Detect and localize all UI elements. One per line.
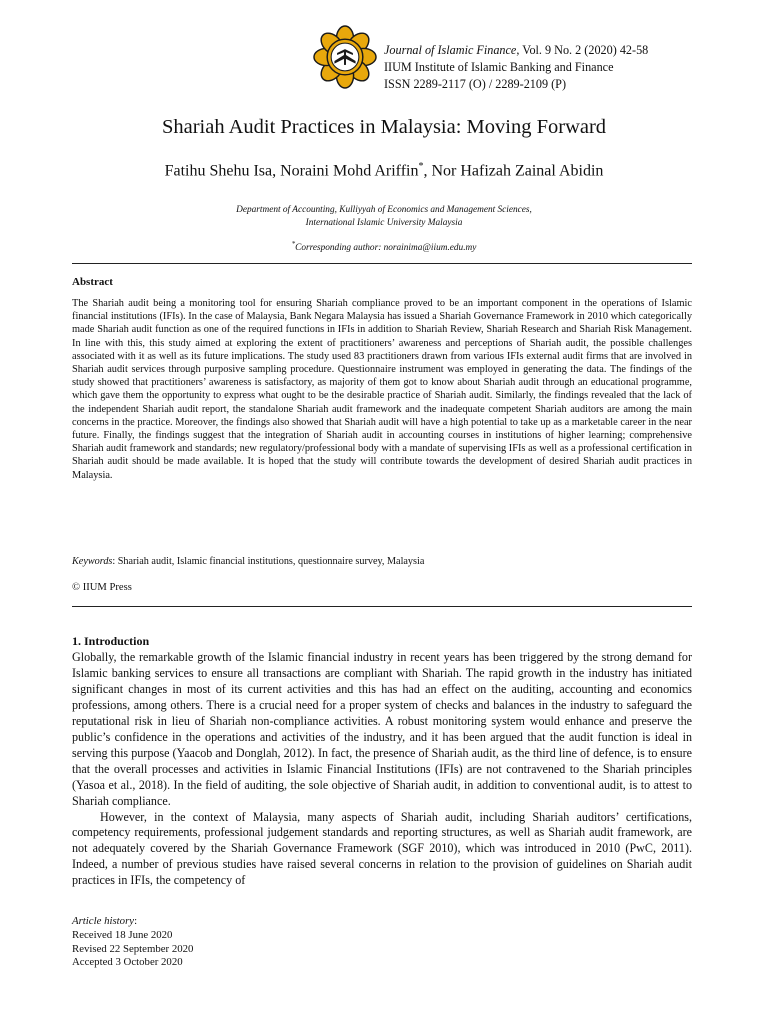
keywords — [72, 556, 692, 567]
section-heading-introduction: 1. Introduction — [72, 634, 150, 648]
divider-top — [72, 263, 692, 264]
abstract-text: The Shariah audit being a monitoring tool for ensuring Shariah compliance proved to be an important component in the operations of Islamic financial institutions (IFIs). In the case of Malaysia, Bank Negara Malaysia has issued a Shariah Governance Framework in 2010 which categorically made Shariah audit function as one of the required functions in IFIs in addition to Shariah Review, Shariah Research and Shariah Risk Management. In line with this, this study aimed at exploring the extent of practitioners’ awareness and perceptions of Shariah audit, the possible challenges associated with it as well as its future implications. The study used 83 practitioners drawn from various IFIs external audit firms that are involved in Shariah audit services through purposive sampling procedure. Questionnaire instrument was employed in generating the data. The findings of the study showed that practitioners’ awareness is satisfactory, as majority of them got to know about Shariah audit through an educational programme, which gave them the opportunity to express what ought to be the desirable practice of Shariah audit. Similarly, the findings revealed that the lack of the independent Shariah audit report, the standalone Shariah audit framework and the inadequate competent Shariah auditors are among the main concerns in the practice. Moreover, the findings also showed that Shariah audit will have a high potential to take up as a marketable career in the near future. Finally, the findings suggest that the integration of Shariah audit in accounting courses in institutions of higher learning; comprehensive Shariah audit framework and standards; new regulatory/professional body with a mandate of supervising IFIs as well as a professional certification in Shariah audit should be made available. It is hoped that the study will contribute towards the development of desired Shariah audit practices in Malaysia. — [72, 298, 692, 481]
journal-info — [384, 42, 648, 93]
history-received: Received 18 June 2020 — [72, 928, 173, 941]
iium-emblem-icon — [312, 24, 378, 90]
corresponding-author-text: Corresponding author: norainima@iium.edu.my — [295, 243, 477, 254]
journal-citation — [384, 42, 648, 59]
article-history-label: Article history — [72, 915, 135, 927]
journal-name: Journal of Islamic Finance — [384, 43, 517, 57]
copyright-notice: © IIUM Press — [72, 582, 132, 593]
introduction-paragraph-2: However, in the context of Malaysia, many aspects of Shariah audit, including Shariah auditors’ certifications, competency requirements, professional judgement standards and reporting structures, as well as Shariah audit framework, are not adequately covered by the Shariah Governance Framework (SGF 2010), which was introduced in 2010 (PwC, 2011). Indeed, a number of previous studies have raised several concerns in relation to the provision of guidelines on Shariah audit practices in IFIs, the competency of — [72, 809, 692, 888]
abstract-heading: Abstract — [72, 276, 113, 288]
article-history — [72, 915, 193, 970]
introduction-body — [72, 650, 692, 889]
corresponding-mark: * — [418, 161, 424, 172]
authors-first: Fatihu Shehu Isa, Noraini Mohd Ariffin — [164, 162, 419, 180]
article-history-heading — [72, 915, 193, 929]
introduction-paragraph-1: Globally, the remarkable growth of the Islamic financial industry in recent years has been triggered by the strong demand for Islamic banking services to ensure all transactions are compliant with Shariah. The rapid growth in the industry has initiated significant changes in most of its current activities and this has had an effect on the auditing, accounting and economics professions, among others. There is a crucial need for a proper system of checks and balances in the industry to safeguard the reputational risk in lieu of Shariah non-compliance activities. A robust monitoring system would enhance and preserve the public’s confidence in the operations and activities of the industry, and it has been argued that the audit function is ideal in serving this purpose (Yaacob and Donglah, 2012). In fact, the presence of Shariah audit, as the third line of defence, is to ensure that the overall processes and activities in Islamic Financial Institutions (IFIs) are not contravened to the Shariah principles (Yasoa et al., 2018). In the field of auditing, the sole objective of Shariah audit, in addition to conventional audit, is to attest to Shariah compliance. — [72, 650, 692, 808]
affiliation — [0, 204, 768, 229]
affiliation-line-1: Department of Accounting, Kulliyyah of Economics and Management Sciences, — [236, 205, 532, 215]
journal-volume: , Vol. 9 No. 2 (2020) 42-58 — [516, 43, 649, 57]
divider-bottom — [72, 606, 692, 607]
corresponding-author — [0, 240, 768, 253]
keywords-list: : Shariah audit, Islamic financial institutions, questionnaire survey, Malaysia — [112, 556, 425, 567]
corresponding-asterisk: * — [291, 240, 296, 248]
keywords-label: Keywords — [72, 556, 113, 567]
journal-issn: ISSN 2289-2117 (O) / 2289-2109 (P) — [384, 77, 567, 91]
author-list — [0, 161, 768, 180]
journal-publisher: IIUM Institute of Islamic Banking and Finance — [384, 60, 614, 74]
article-history-colon: : — [134, 915, 138, 927]
affiliation-line-2: International Islamic University Malaysia — [305, 217, 463, 228]
authors-rest: , Nor Hafizah Zainal Abidin — [423, 162, 604, 180]
paper-title: Shariah Audit Practices in Malaysia: Moving Forward — [161, 116, 607, 138]
history-revised: Revised 22 September 2020 — [72, 942, 194, 955]
history-accepted: Accepted 3 October 2020 — [72, 956, 183, 969]
